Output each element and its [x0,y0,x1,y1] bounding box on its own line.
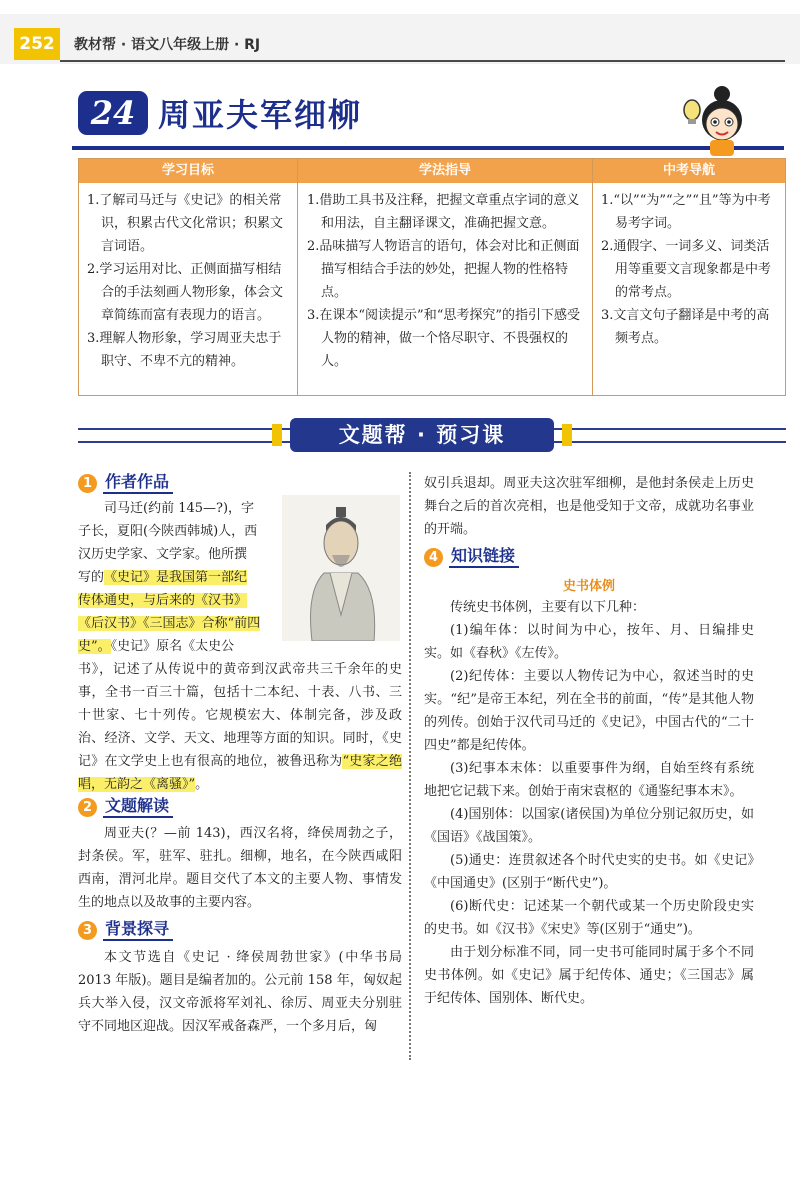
section-heading-background [78,919,173,941]
highlight: 史”。 [78,639,111,654]
lesson-title: 周亚夫军细柳 [158,96,363,134]
highlight: 《史记》是我国第一部纪 [104,570,248,585]
column-divider [297,159,298,395]
list-item: 2.品味描写人物语言的语句，体会对比和正侧面描写相结合手法的妙处，把握人物的性格特点。 [307,239,580,300]
section-heading-author [78,472,173,494]
section-number: 3 [78,921,97,940]
author-paragraph: 书》，记述了从传说中的黄帝到汉武帝共三千余年的史事，全书一百三十篇，包括十二本纪、十表、八书、三十世家、七十列传。它规模宏大、体制完备，涉及政治、经济、文学、天文、地理等方面的知识。同时，《史记》在文学史上也有很高的地位，被鲁迅称为“史家之绝唱，无韵之《离骚》”。 [78,662,402,792]
list-item: 2.学习运用对比、正侧面描写相结合的手法刻画人物形象，体会文章简练而富有表现力的语言。 [87,262,284,323]
section-heading-title [78,796,173,818]
section-number: 1 [78,474,97,493]
col-header-goals: 学习目标 [79,159,297,183]
background-continued: 奴引兵退却。周亚夫这次驻军细柳，是他封条侯走上历史舞台之后的首次亮相，也是他受知于文帝，成就功名事业的开端。 [424,476,754,537]
list-item: 3.理解人物形象，学习周亚夫忠于职守、不卑不亢的精神。 [87,331,282,369]
section-banner: 文题帮 · 预习课 [290,418,554,452]
column-divider [592,159,593,395]
section-heading-knowledge [424,546,519,568]
knowledge-paragraph: (1)编年体：以时间为中心，按年、月、日编排史实。如《春秋》《左传》。 [424,623,754,661]
banner-deco [562,424,572,446]
knowledge-paragraph: (4)国别体：以国家(诸侯国)为单位分别记叙历史，如《国语》《战国策》。 [424,807,754,845]
knowledge-paragraph: (6)断代史：记述某一个朝代或某一个历史阶段史实的史书。如《汉书》《宋史》等(区别于“通史”)。 [424,899,754,937]
title-paragraph: 周亚夫(？—前 143)，西汉名将，绛侯周勃之子，封条侯。军，驻军、驻扎。细柳，地名，在今陕西咸阳西南，渭河北岸。题目交代了本文的主要人物、事情发生的地点以及故事的主要内容。 [78,826,402,910]
author-line: 司马迁(约前 145—?)，字 [104,501,255,516]
girl-lightbulb-icon [676,82,756,156]
page-number: 252 [14,28,60,60]
section-title: 背景探寻 [103,919,173,941]
author-line [78,612,278,635]
column-dotted-divider [409,472,411,1060]
banner-deco [272,424,282,446]
author-line: 子长，夏阳(今陕西韩城)人，西 [78,524,258,539]
author-line: 汉历史学家、文学家。他所撰 [78,547,248,562]
section-number: 2 [78,798,97,817]
section-title: 文题解读 [103,796,173,818]
knowledge-paragraph: (5)通史：连贯叙述各个时代史实的史书。如《史记》《中国通史》(区别于“断代史”)。 [424,853,754,891]
list-item: 1.借助工具书及注释，把握文章重点字词的意义和用法，自主翻译课文，准确把握文意。 [307,193,580,231]
knowledge-paragraph: 传统史书体例，主要有以下几种： [450,600,646,615]
study-guide-table [78,158,786,396]
list-item: 3.在课本“阅读提示”和“思考探究”的指引下感受人物的精神，做一个恪尽职守、不畏强权的人。 [307,308,580,369]
exam-cell [601,189,779,350]
col-header-methods: 学法指导 [298,159,592,183]
highlight: 绝唱，无韵之《离骚》” [78,754,402,792]
section-title: 知识链接 [449,546,519,568]
list-item: 3.文言文句子翻译是中考的高频考点。 [601,308,770,346]
methods-cell [307,189,585,373]
book-title: 教材帮 · 语文八年级上册 · RJ [74,37,261,53]
highlight: “史家之 [342,754,389,769]
section-title: 作者作品 [103,472,173,494]
knowledge-paragraph: (3)纪事本末体：以重要事件为纲，自始至终有系统地把它记载下来。创始于南宋袁枢的《通鉴纪事本末》。 [424,761,754,799]
highlight: 传体通史，与后来的《汉书》 [78,593,248,608]
lesson-number-badge: 24 [78,91,148,135]
header-rule [60,60,785,62]
goals-cell [87,189,291,373]
background-paragraph: 本文节选自《史记 · 绛侯周勃世家》(中华书局 2013 年版)。题目是编者加的。公元前 158 年，匈奴起兵大举入侵，汉文帝派将军刘礼、徐厉、周亚夫分别驻守不同地区迎战。因汉军戒备森严，一个多月后，匈 [78,950,402,1034]
author-line: 史”。《史记》原名《太史公 [78,639,235,654]
knowledge-body [424,596,754,1010]
knowledge-paragraph: 由于划分标准不同，同一史书可能同时属于多个不同史书体例。如《史记》属于纪传体、通史；《三国志》属于纪传体、国别体、断代史。 [424,945,754,1006]
sima-qian-portrait-image [282,495,400,641]
list-item: 1.了解司马迁与《史记》的相关常识，积累古代文化常识；积累文言词语。 [87,193,284,254]
section-number: 4 [424,548,443,567]
col-header-exam: 中考导航 [593,159,785,183]
author-line: 写的《史记》是我国第一部纪 [78,570,248,585]
knowledge-subtitle: 史书体例 [562,579,615,594]
highlight: 《后汉书》《三国志》合称“前四 [78,616,261,631]
list-item: 2.通假字、一词多义、词类活用等重要文言现象都是中考的常考点。 [601,239,772,300]
knowledge-paragraph: (2)纪传体：主要以人物传记为中心，叙述当时的史实。“纪”是帝王本纪，列在全书的前面，“传”是其他人物的列传。创始于汉代司马迁的《史记》，中国古代的“二十四史”都是纪传体。 [424,669,754,753]
list-item: 1.“以”“为”“之”“且”等为中考易考字词。 [601,193,771,231]
author-line [78,589,278,612]
